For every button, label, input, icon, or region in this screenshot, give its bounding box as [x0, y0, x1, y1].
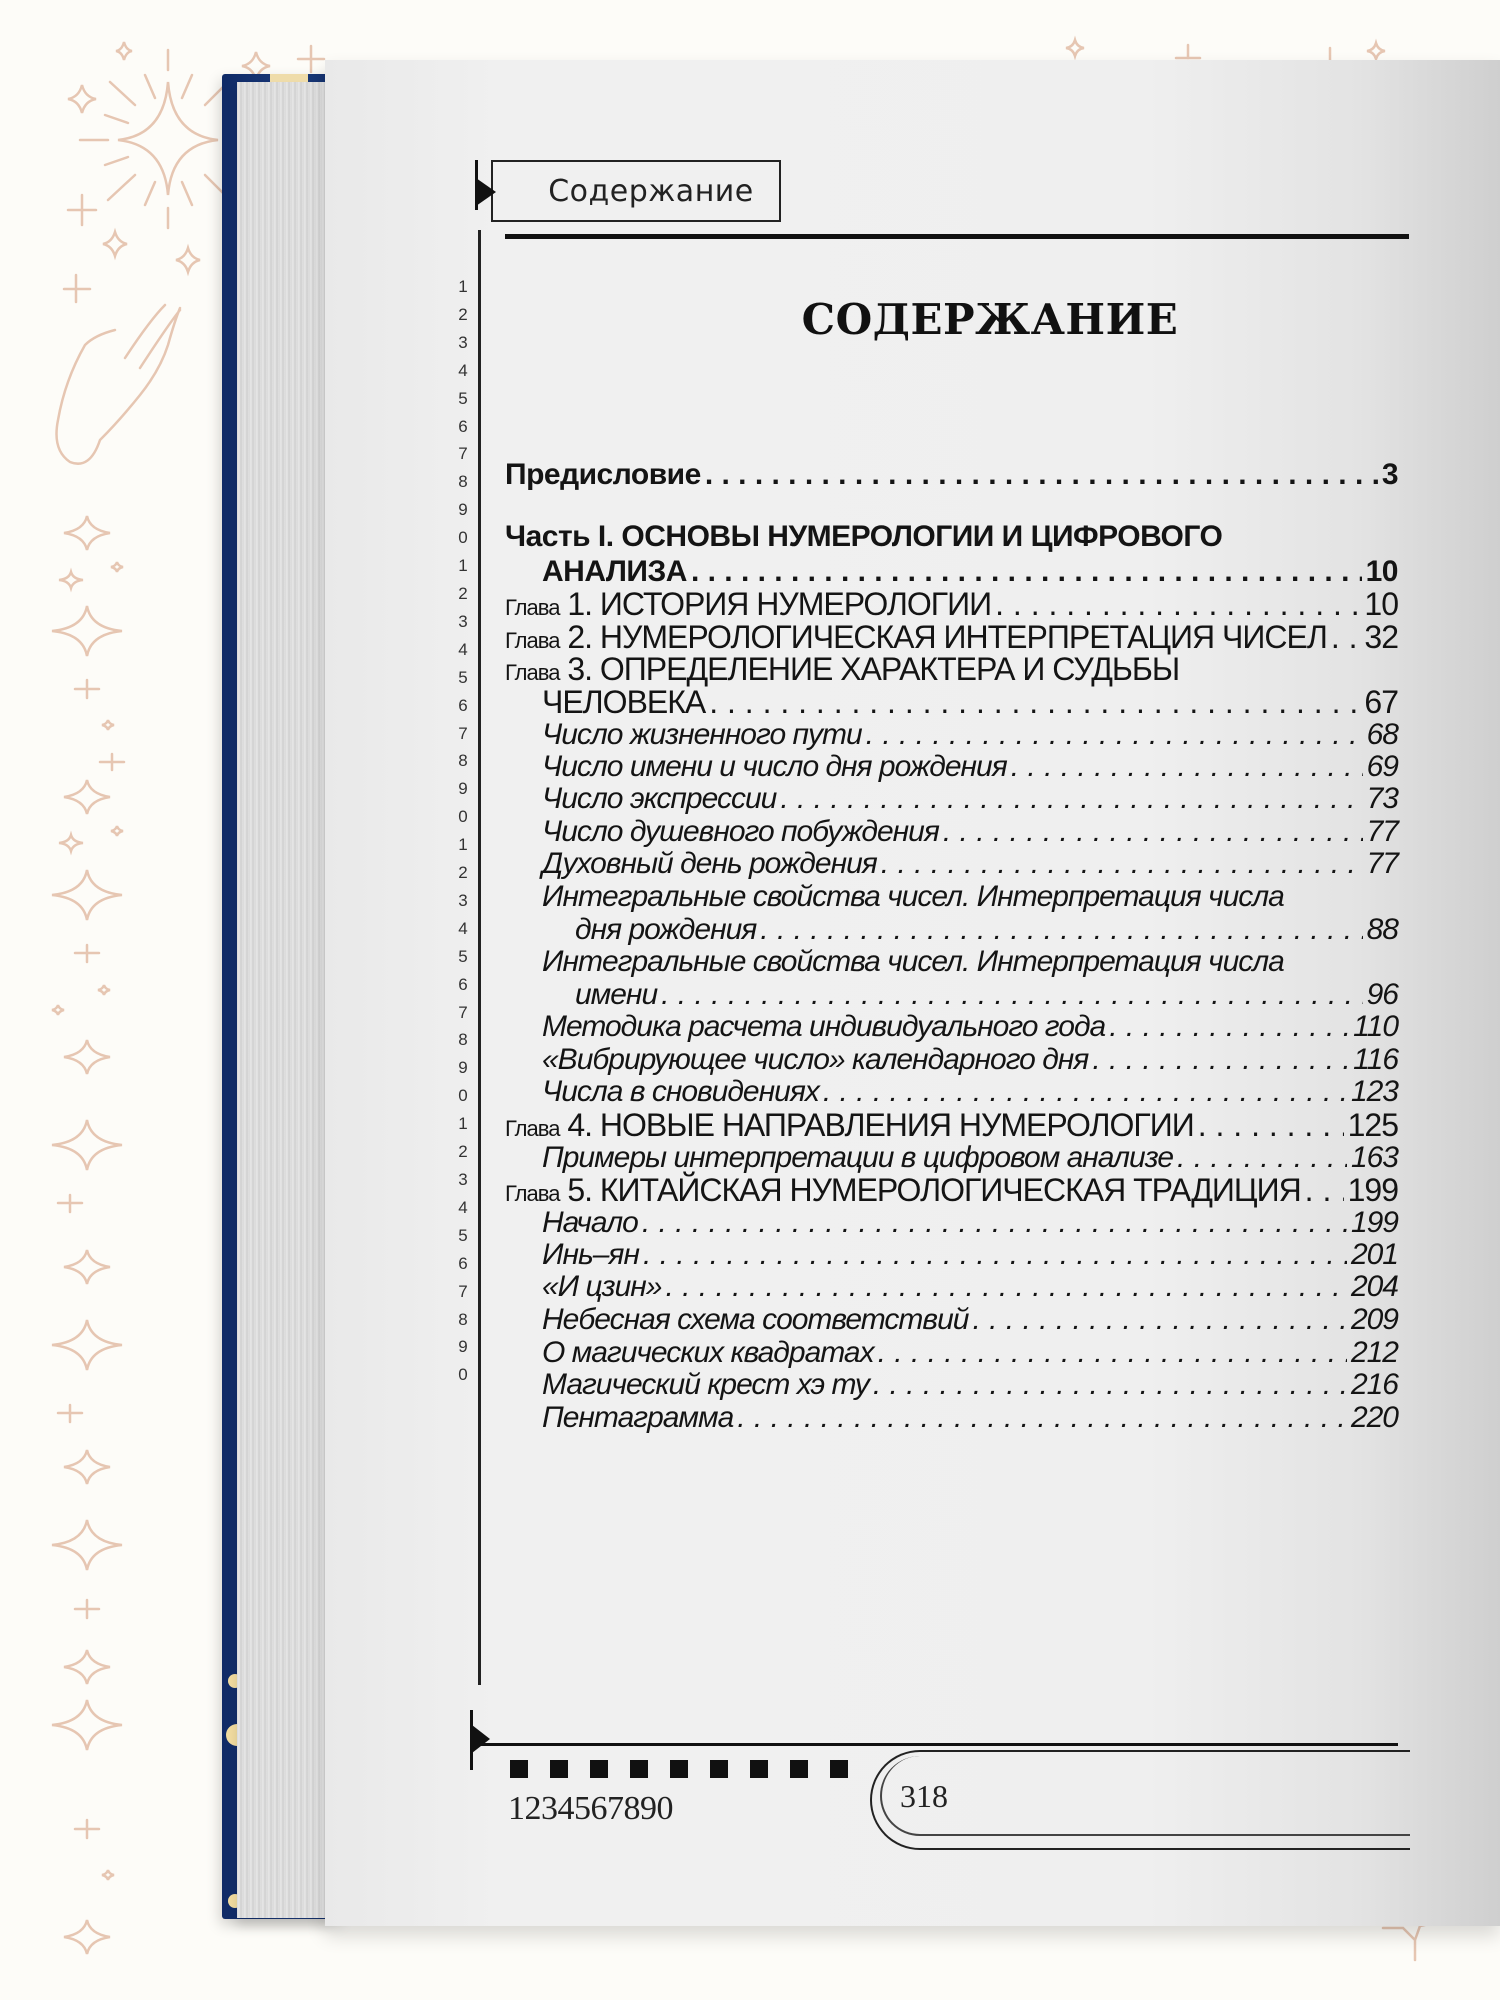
- toc-page-number: 123: [1350, 1075, 1398, 1108]
- ruler-digit: 1: [458, 277, 468, 296]
- toc-page-number: 67: [1364, 684, 1398, 720]
- ruler-digit: 3: [458, 1170, 468, 1189]
- page-number-frame-inner: [880, 1756, 1410, 1836]
- toc-page-number: 199: [1347, 1172, 1398, 1208]
- ruler-digit: 0: [458, 1086, 468, 1106]
- dot-leader: [705, 455, 1378, 495]
- ruler-digit: 8: [458, 751, 468, 771]
- ruler-digit: 6: [458, 974, 468, 994]
- toc-entry-text: ЧЕЛОВЕКА: [542, 684, 706, 720]
- toc-entry-text: Числа в сновидениях: [542, 1075, 819, 1108]
- ruler-digit: 8: [458, 1309, 468, 1329]
- square-marker-icon: [830, 1760, 848, 1778]
- toc-page-number: 77: [1366, 815, 1398, 848]
- ruler-digit: 8: [458, 1030, 468, 1050]
- ruler-digit: 4: [458, 360, 468, 380]
- ruler-digit: 8: [458, 472, 468, 492]
- toc-entry-text: О магических квадратах: [542, 1336, 874, 1369]
- ruler-digit: 5: [458, 388, 468, 408]
- toc-entry-text: 1. ИСТОРИЯ НУМЕРОЛОГИИ: [567, 586, 992, 622]
- toc-page-number: 125: [1347, 1107, 1398, 1143]
- toc-page-number: 10: [1365, 555, 1398, 588]
- toc-entry-text: Число душевного побуждения: [542, 815, 939, 848]
- header-rule: [505, 234, 1409, 239]
- toc-entry-text: Предисловие: [505, 458, 701, 491]
- triangle-marker-icon: [472, 1725, 490, 1753]
- ruler-digit: 7: [458, 1281, 468, 1301]
- toc-page-number: 32: [1364, 619, 1398, 655]
- margin-line-numbers: [452, 273, 474, 1389]
- toc-entry-title: [505, 455, 701, 495]
- toc-entry-title: [542, 1398, 733, 1438]
- ruler-digit: 9: [458, 779, 468, 799]
- toc-entry-text: Интегральные свойства чисел. Интерпретация числа: [542, 880, 1284, 913]
- toc-entry[interactable]: [505, 455, 1398, 495]
- toc-page-number: 163: [1350, 1141, 1398, 1174]
- chapter-prefix: Глава: [505, 660, 560, 685]
- ruler-digit: 6: [458, 695, 468, 715]
- triangle-marker-icon: [476, 178, 496, 206]
- ruler-digit: 1: [458, 835, 468, 855]
- toc-entry-text: Начало: [542, 1206, 638, 1239]
- toc-entry-text: имени: [575, 978, 658, 1011]
- ruler-digit: 4: [458, 1197, 468, 1217]
- ruler-digit: 3: [458, 332, 468, 352]
- toc-page-number: 88: [1366, 913, 1398, 946]
- toc-page-number: 199: [1350, 1206, 1398, 1239]
- toc-entry-text: Число жизненного пути: [542, 718, 862, 751]
- hand-icon: [57, 305, 181, 464]
- ruler-digit: 9: [458, 1337, 468, 1357]
- chapter-prefix: Глава: [505, 628, 560, 653]
- toc-entry-text: 2. НУМЕРОЛОГИЧЕСКАЯ ИНТЕРПРЕТАЦИЯ ЧИСЕЛ: [567, 619, 1327, 655]
- ruler-digit: 6: [458, 1253, 468, 1273]
- toc-entry[interactable]: [505, 1398, 1398, 1438]
- ruler-digit: 4: [458, 639, 468, 659]
- toc-entry-text: Часть I. ОСНОВЫ НУМЕРОЛОГИИ И ЦИФРОВОГО: [505, 520, 1223, 553]
- running-head: [491, 160, 781, 222]
- running-head-label: Содержание: [548, 173, 754, 209]
- ruler-digit: 7: [458, 723, 468, 743]
- square-marker-icon: [590, 1760, 608, 1778]
- page-number: 318: [900, 1778, 948, 1814]
- square-marker-icon: [790, 1760, 808, 1778]
- toc-entry-text: «Вибрирующее число» календарного дня: [542, 1043, 1089, 1076]
- toc-entry-text: Магический крест хэ ту: [542, 1368, 869, 1401]
- ruler-digit: 3: [458, 611, 468, 631]
- square-marker-icon: [550, 1760, 568, 1778]
- toc-entry-text: дня рождения: [575, 913, 757, 946]
- ruler-digit: 7: [458, 1002, 468, 1022]
- page-edges: [237, 82, 329, 1918]
- ruler-digit: 7: [458, 444, 468, 464]
- toc-page-number: 77: [1366, 847, 1398, 880]
- dot-leader: [737, 1398, 1347, 1438]
- page-title: СОДЕРЖАНИЕ: [801, 295, 1179, 344]
- toc-page-number: 209: [1350, 1303, 1398, 1336]
- square-marker-icon: [510, 1760, 528, 1778]
- toc-entry-text: Число имени и число дня рождения: [542, 750, 1007, 783]
- bookmark-ribbon: [270, 74, 308, 82]
- toc-page-number: 10: [1364, 586, 1398, 622]
- footer-rule: [480, 1743, 1398, 1746]
- square-marker-icon: [670, 1760, 688, 1778]
- toc-entry-text: 5. КИТАЙСКАЯ НУМЕРОЛОГИЧЕСКАЯ ТРАДИЦИЯ: [567, 1172, 1301, 1208]
- ruler-digit: 2: [458, 304, 468, 324]
- toc-entry-text: Число экспрессии: [542, 782, 777, 815]
- ruler-digit: 2: [458, 583, 468, 603]
- toc-entry-text: «И цзин»: [542, 1270, 662, 1303]
- toc-entry-title: [505, 517, 1222, 557]
- ruler-digit: 2: [458, 1142, 468, 1162]
- toc-entry-text: АНАЛИЗА: [542, 555, 687, 588]
- ruler-digit: 4: [458, 918, 468, 938]
- toc-entry[interactable]: [505, 517, 1398, 557]
- ruler-digit: 5: [458, 946, 468, 966]
- toc-page-number: 3: [1381, 458, 1398, 491]
- ruler-digit: 0: [458, 807, 468, 827]
- toc-entry-text: Методика расчета индивидуального года: [542, 1010, 1106, 1043]
- toc-page-number: 220: [1350, 1401, 1398, 1434]
- ruler-digit: 2: [458, 863, 468, 883]
- square-marker-icon: [710, 1760, 728, 1778]
- toc-page-number: 69: [1366, 750, 1398, 783]
- toc-entry-text: Примеры интерпретации в цифровом анализе: [542, 1141, 1174, 1174]
- toc-page-number: 110: [1353, 1010, 1398, 1043]
- ruler-digit: 0: [458, 1365, 468, 1385]
- footer-square-markers: [510, 1760, 848, 1778]
- ruler-digit: 9: [458, 500, 468, 520]
- chapter-prefix: Глава: [505, 1116, 560, 1141]
- toc-entry-text: 3. ОПРЕДЕЛЕНИЕ ХАРАКТЕРА И СУДЬБЫ: [567, 651, 1180, 687]
- footer-digits: 1234567890: [508, 1790, 673, 1827]
- toc-entry-text: Инь–ян: [542, 1238, 639, 1271]
- toc-page-number: 212: [1350, 1336, 1398, 1369]
- toc-page-number: 96: [1366, 978, 1398, 1011]
- ruler-digit: 5: [458, 1225, 468, 1245]
- toc-page-number: 73: [1366, 782, 1398, 815]
- toc-entry-text: Пентаграмма: [542, 1401, 734, 1434]
- chapter-prefix: Глава: [505, 595, 560, 620]
- square-marker-icon: [750, 1760, 768, 1778]
- toc-entry-text: Духовный день рождения: [542, 847, 877, 880]
- toc-page-number: 216: [1350, 1368, 1398, 1401]
- toc-entry-text: Интегральные свойства чисел. Интерпретация числа: [542, 945, 1284, 978]
- toc-page-number: 68: [1366, 718, 1398, 751]
- toc-page-number: 204: [1350, 1270, 1398, 1303]
- ruler-digit: 9: [458, 1058, 468, 1078]
- ruler-digit: 6: [458, 416, 468, 436]
- ruler-digit: 0: [458, 528, 468, 548]
- chapter-prefix: Глава: [505, 1181, 560, 1206]
- toc-entry-text: 4. НОВЫЕ НАПРАВЛЕНИЯ НУМЕРОЛОГИИ: [567, 1107, 1194, 1143]
- ruler-digit: 3: [458, 890, 468, 910]
- toc-page-number: 116: [1353, 1043, 1398, 1076]
- toc-page-number: 201: [1350, 1238, 1398, 1271]
- ruler-digit: 1: [458, 556, 468, 576]
- ruler-digit: 5: [458, 667, 468, 687]
- ruler-digit: 1: [458, 1114, 468, 1134]
- sparkle-burst-icon: [80, 50, 228, 228]
- margin-rule: [478, 230, 481, 1685]
- toc-entry-text: Небесная схема соответствий: [542, 1303, 969, 1336]
- square-marker-icon: [630, 1760, 648, 1778]
